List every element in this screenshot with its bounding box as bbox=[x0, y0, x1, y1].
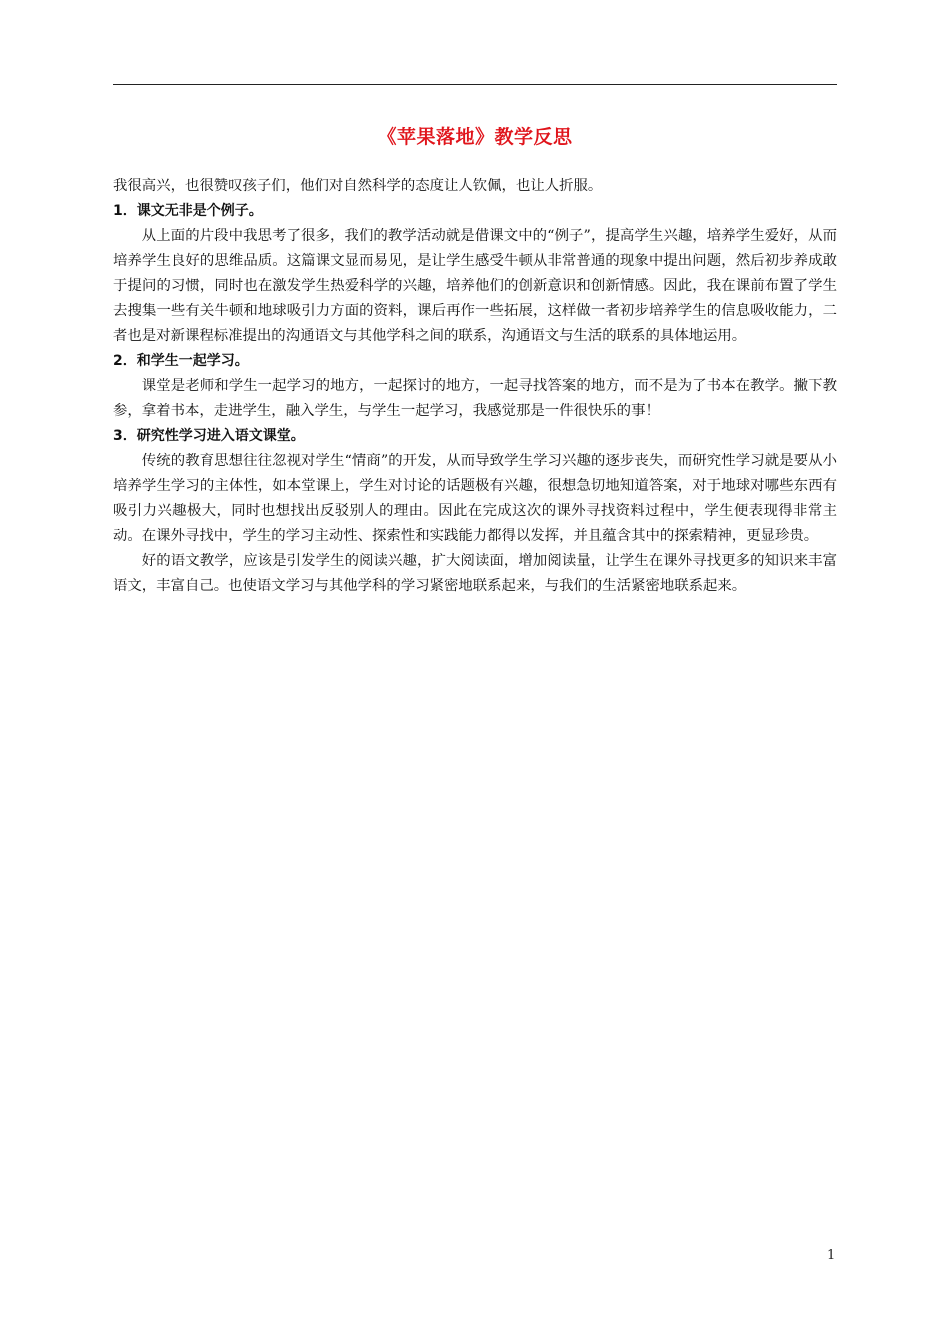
intro-paragraph: 我很高兴，也很赞叹孩子们，他们对自然科学的态度让人钦佩，也让人折服。 bbox=[113, 178, 603, 194]
section-paragraph-3: 传统的教育思想往往忽视对学生“情商”的开发，从而导致学生学习兴趣的逐步丧失，而研究性学习就是要从小培养学生学习的主体性，如本堂课上，学生对讨论的话题极有兴趣，很想急切地知道答案，对于地球对哪些东西有吸引力兴趣极大，同时也想找出反驳别人的理由。因此在完成这次的课外寻找资料过程中，学生便表现得非常主动。在课外寻找中，学生的学习主动性、探索性和实践能力都得以发挥，并且蕴含其中的探索精神，更显珍贵。 bbox=[113, 453, 837, 544]
closing-paragraph: 好的语文教学，应该是引发学生的阅读兴趣，扩大阅读面，增加阅读量，让学生在课外寻找更多的知识来丰富语文，丰富自己。也使语文学习与其他学科的学习紧密地联系起来，与我们的生活紧密地联系起来。 bbox=[113, 553, 837, 594]
page-number: 1 bbox=[827, 1248, 836, 1263]
section-paragraph-1: 从上面的片段中我思考了很多，我们的教学活动就是借课文中的“例子”，提高学生兴趣，培养学生爱好，从而培养学生良好的思维品质。这篇课文显而易见，是让学生感受牛顿从非常普通的现象中提出问题，然后初步养成敢于提问的习惯，同时也在激发学生热爱科学的兴趣，培养他们的创新意识和创新情感。因此，我在课前布置了学生去搜集一些有关牛顿和地球吸引力方面的资料，课后再作一些拓展，这样做一者初步培养学生的信息吸收能力，二者也是对新课程标准提出的沟通语文与其他学科之间的联系，沟通语文与生活的联系的具体地运用。 bbox=[113, 228, 837, 344]
section-paragraph-2: 课堂是老师和学生一起学习的地方，一起探讨的地方，一起寻找答案的地方，而不是为了书本在教学。撇下教参，拿着书本，走进学生，融入学生，与学生一起学习，我感觉那是一件很快乐的事！ bbox=[113, 378, 837, 419]
section-heading-2: 2．和学生一起学习。 bbox=[113, 353, 249, 369]
document-title: 《苹果落地》教学反思 bbox=[377, 126, 573, 148]
section-heading-1: 1．课文无非是个例子。 bbox=[113, 203, 263, 219]
section-heading-3: 3．研究性学习进入语文课堂。 bbox=[113, 428, 305, 444]
document-body bbox=[113, 174, 837, 599]
header-rule bbox=[113, 84, 837, 85]
